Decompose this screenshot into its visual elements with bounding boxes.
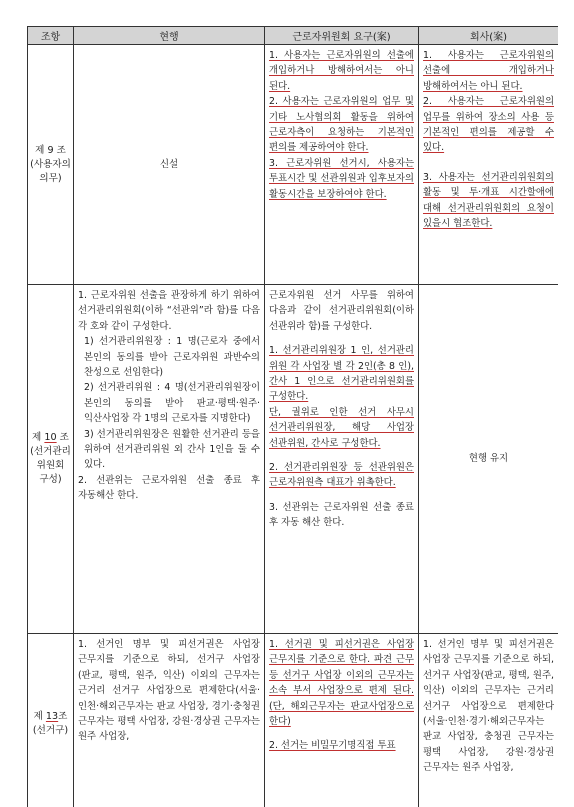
union-cell	[265, 45, 419, 285]
current-cell	[74, 285, 265, 634]
list-item: 근로자위원 선거 사무를 위하여 다음과 같이 선거관리위원회(이하 선관위라 함)를 구성한다.	[269, 290, 414, 332]
article-title: (사용자의 의무)	[30, 158, 71, 184]
list-item: 1. 선거권 및 피선거권은 사업장 근무지를 기준으로 한다. 파견 근무 등 선거구 사업장 이외의 근무자는 소속 부서 사업장으로 편제 된다. (단, 해외근무자는 판교사업장으로 한다)	[269, 639, 414, 728]
list-item: 3. 근로자위원 선거시, 사용자는 투표시간 및 선관위원과 입후보자의 활동시간을 보장하여야 한다.	[269, 157, 414, 200]
union-cell	[265, 285, 419, 634]
list-item: 1. 사용자는 근로자위원의 선출에 개입하거나 방해하여서는 아니 된다.	[269, 50, 414, 92]
list-item: 2. 선거관리위원장 등 선관위원은 근로자위원측 대표가 위촉한다.	[269, 462, 414, 489]
document-page	[27, 26, 558, 807]
list-item: 1. 선거관리위원장 1 인, 선거관리 위원 각 사업장 별 각 2인(총 8 인), 간사 1 인으로 선거관리위원회를 구성한다.	[269, 345, 414, 403]
list-item: 2. 선관위는 근로자위원 선출 종료 후 자동해산 한다.	[78, 474, 260, 502]
list-item: 2. 사용자는 근로자위원의 업무 및 기타 노사협의회 활동을 위하여 근로자측이 요청하는 기본적인 편의를 제공하여야 한다.	[269, 96, 414, 154]
list-item: 3. 선관위는 근로자위원 선출 종료 후 자동 해산 한다.	[269, 501, 414, 529]
list-item: 1. 근로자위원 선출을 관장하게 하기 위하여 선거관리위원회(이하 “선관위”라 함)를 다음 각 호와 같이 구성한다.	[78, 290, 260, 332]
list-item: 2. 사용자는 근로자위원의 업무를 위하여 장소의 사용 등 기본적인 편의를 제공할 수 있다.	[423, 96, 554, 154]
header-company-proposal: 회사(案)	[419, 27, 559, 45]
table-row	[28, 285, 559, 634]
union-cell	[265, 634, 419, 807]
header-row	[28, 27, 559, 45]
list-item: 1. 선거인 명부 및 피선거권은 사업장 근무지를 기준으로 하되, 선거구 사업장(판교, 평택, 원주, 익산) 이외의 근무자는 근거리 선거구 사업장으로 편제한다(서울·인천·해외근무자는 판교 사업장, 경기·충청권 근무자는 평택 사업장, 강원·경상권 근무자는 원주 사업장,	[78, 639, 260, 743]
article-cell: 제 10 조 (선거관리위원회 구성)	[28, 285, 74, 634]
current-cell: 신설	[74, 45, 265, 285]
current-cell	[74, 634, 265, 807]
list-item: 1. 사용자는 근로자위원의 선출에 개입하거나 방해하여서는 아니 된다.	[423, 50, 554, 92]
header-current: 현행	[74, 27, 265, 45]
company-cell	[419, 634, 559, 807]
list-item: 3. 사용자는 선거관리위원회의 활동 및 투·개표 시간할애에 대해 선거관리위원회의 요청이 있을시 협조한다.	[423, 171, 554, 230]
header-union-proposal: 근로자위원회 요구(案)	[265, 27, 419, 45]
list-item: 3) 선거관리위원장은 원활한 선거관리 등을 위하여 선거관리위원 외 간사 1인을 둘 수 있다.	[84, 428, 260, 471]
article-title: (선거구)	[32, 724, 69, 736]
header-article: 조항	[28, 27, 74, 45]
article-title: (선거관리위원회 구성)	[30, 446, 71, 485]
table-row	[28, 634, 559, 807]
list-item: 1. 선거인 명부 및 피선거권은 사업장 근무지를 기준으로 하되, 선거구 사업장(판교, 평택, 원주, 익산) 이외의 근무자는 근거리 선거구 사업장으로 편제한다(서울·인천·경기·해외근무자는 판교 사업장, 충청권 근무자는 평택 사업장, 강원·경상권 근무자는 원주 사업장,	[423, 639, 554, 774]
list-item: 단, 궐위로 인한 선거 사무시 선거관리위원장, 해당 사업장 선관위원, 간사로 구성한다.	[269, 406, 414, 449]
comparison-table	[27, 26, 558, 807]
article-cell: 제 9 조 (사용자의 의무)	[28, 45, 74, 285]
article-cell: 제 13조 (선거구)	[28, 634, 74, 807]
company-cell	[419, 45, 559, 285]
list-item: 2. 선거는 비밀무기명직접 투표	[269, 740, 396, 752]
company-cell: 현행 유지	[419, 285, 559, 634]
table-row	[28, 45, 559, 285]
list-item: 2) 선거관리위원 : 4 명(선거관리위원장이 본인의 동의를 받아 판교·평택·원주·익산사업장 각 1명의 근로자를 지명한다)	[84, 382, 260, 425]
list-item: 1) 선거관리위원장 : 1 명(근로자 중에서 본인의 동의를 받아 근로자위원 과반수의 찬성으로 선임한다)	[84, 336, 260, 379]
